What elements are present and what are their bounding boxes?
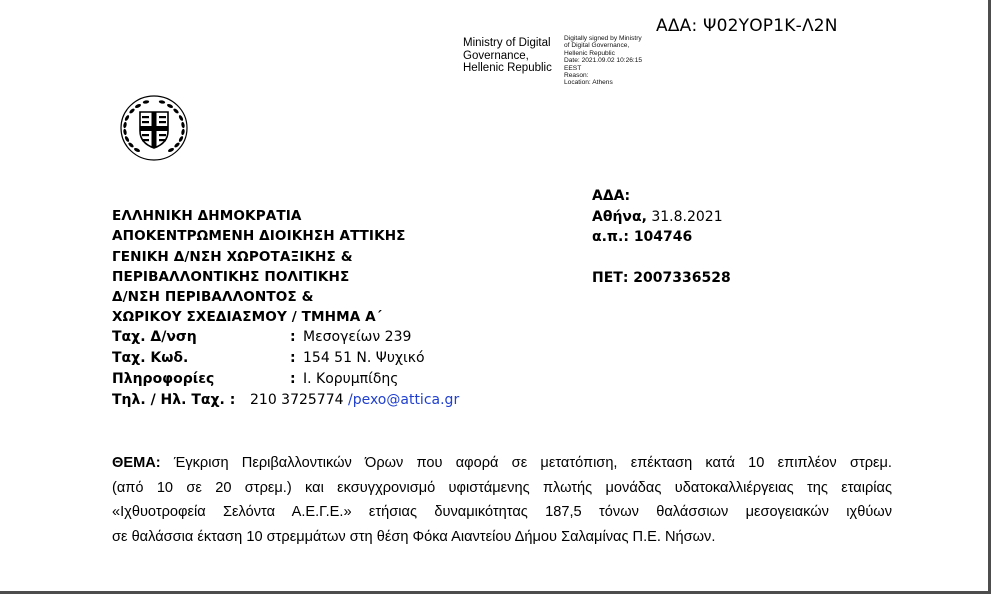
protocol-number: 104746 bbox=[633, 229, 693, 245]
signer-line: Ministry of Digital bbox=[463, 37, 551, 49]
signature-detail-line: Hellenic Republic bbox=[564, 49, 615, 57]
signature-detail-line: Digitally signed by Ministry bbox=[564, 35, 642, 42]
address-label: Ταχ. Δ/νση bbox=[112, 329, 197, 345]
address-value: Μεσογείων 239 bbox=[303, 329, 412, 345]
info-value: Ι. Κορυμπίδης bbox=[303, 371, 399, 387]
authority-line: Δ/ΝΣΗ ΠΕΡΙΒΑΛΛΟΝΤΟΣ & bbox=[112, 289, 314, 306]
signature-detail-line: Location: Athens bbox=[564, 79, 613, 87]
subject-line: «Ιχθυοτροφεία Σελόντα Α.Ε.Γ.Ε.» ετήσιας δυναμικότητας 187,5 τόνων θαλάσσιων μεσογειακών ιχθύων bbox=[112, 504, 892, 520]
subject-text: Έγκριση Περιβαλλοντικών Όρων που αφορά σε μετατόπιση, επέκταση κατά 10 επιπλέον στρεμ. bbox=[173, 455, 892, 471]
document-reference bbox=[592, 186, 731, 289]
signer-line: Hellenic Republic bbox=[463, 62, 552, 74]
ada-label: ΑΔΑ: bbox=[592, 188, 631, 204]
colon: : bbox=[290, 329, 296, 345]
issuing-authority-header bbox=[112, 206, 406, 328]
colon: : bbox=[290, 371, 296, 387]
subject-line: σε θαλάσσια έκταση 10 στρεμμάτων στη θέση Φόκα Αιαντείου Δήμου Σαλαμίνας Π.Ε. Νήσων. bbox=[112, 528, 716, 545]
postal-label: Ταχ. Κωδ. bbox=[112, 350, 189, 366]
signature-details bbox=[564, 35, 642, 87]
authority-line: ΠΕΡΙΒΑΛΛΟΝΤΙΚΗΣ ΠΟΛΙΤΙΚΗΣ bbox=[112, 268, 350, 285]
signature-detail-line: EEST bbox=[564, 64, 582, 72]
protocol-label: α.π.: bbox=[592, 229, 629, 245]
ada-stamp-top: ΑΔΑ: Ψ02ΥΟΡ1Κ-Λ2Ν bbox=[656, 16, 838, 36]
signature-detail-line: of Digital Governance, bbox=[564, 42, 630, 50]
subject-line: (από 10 σε 20 στρεμ.) και εκσυγχρονισμό υφιστάμενης πλωτής μονάδας υδατοκαλλιέργειας της εταιρίας bbox=[112, 479, 892, 496]
pet-number: ΠΕΤ: 2007336528 bbox=[592, 270, 731, 286]
authority-line: ΧΩΡΙΚΟΥ ΣΧΕΔΙΑΣΜΟΥ / ΤΜΗΜΑ Α΄ bbox=[112, 309, 382, 326]
subject-line bbox=[112, 451, 892, 476]
subject-lead: ΘΕΜΑ: bbox=[112, 455, 161, 471]
protocol-line bbox=[592, 227, 731, 248]
hellenic-republic-emblem-icon bbox=[120, 95, 188, 161]
date: 31.8.2021 bbox=[651, 208, 723, 225]
email-link[interactable]: pexo@attica.gr bbox=[352, 392, 460, 408]
spacer bbox=[592, 248, 731, 269]
phone-label: Τηλ. / Ηλ. Ταχ. : bbox=[112, 392, 236, 408]
authority-line: ΑΠΟΚΕΝΤΡΩΜΕΝΗ ΔΙΟΙΚΗΣΗ ΑΤΤΙΚΗΣ bbox=[112, 228, 406, 245]
signature-detail-line: Reason: bbox=[564, 72, 589, 80]
city: Αθήνα, bbox=[592, 208, 647, 225]
phone-email-value bbox=[250, 390, 459, 411]
signer-line: Governance, bbox=[463, 49, 529, 62]
date-line bbox=[592, 207, 731, 228]
digital-signer bbox=[463, 37, 552, 75]
postal-value: 154 51 Ν. Ψυχικό bbox=[303, 350, 425, 366]
authority-line: ΕΛΛΗΝΙΚΗ ΔΗΜΟΚΡΑΤΙΑ bbox=[112, 208, 302, 224]
authority-line: ΓΕΝΙΚΗ Δ/ΝΣΗ ΧΩΡΟΤΑΞΙΚΗΣ & bbox=[112, 248, 353, 265]
colon: : bbox=[290, 350, 296, 366]
subject-paragraph bbox=[112, 451, 892, 549]
separator: / bbox=[347, 392, 353, 408]
signature-detail-line: Date: 2021.09.02 10:26:15 bbox=[564, 57, 643, 65]
phone-value: 210 3725774 bbox=[250, 392, 344, 408]
info-label: Πληροφορίες bbox=[112, 371, 215, 387]
